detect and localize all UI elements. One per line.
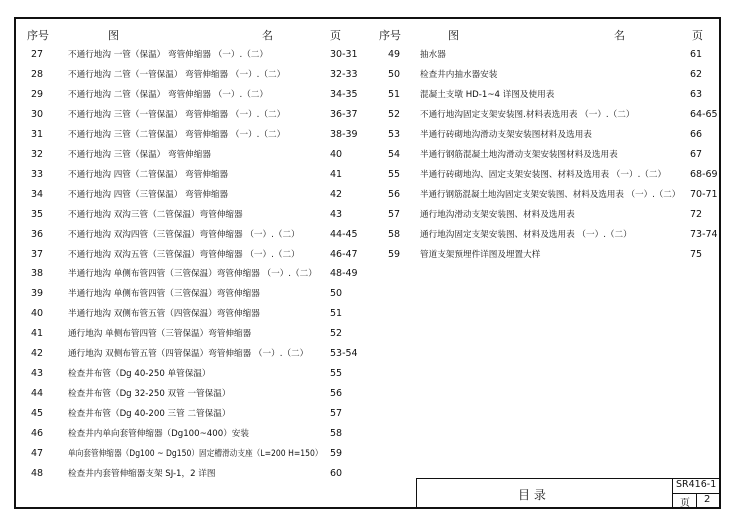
- row-title: 半通行砖砌地沟滑动支架安装图材料及选用表: [420, 129, 592, 140]
- row-title: 不通行地沟 二管（一管保温） 弯管伸缩器 （一）.（二）: [68, 69, 286, 80]
- row-number: 47: [30, 448, 44, 459]
- index-row: [0, 207, 735, 223]
- row-number: 59: [387, 248, 401, 260]
- row-number: 52: [387, 108, 401, 120]
- row-page: 64-65: [690, 108, 718, 120]
- index-row: [0, 366, 735, 382]
- row-title: 半通行地沟 双侧布管五管（四管保温）弯管伸缩器: [68, 309, 260, 320]
- index-row: [0, 326, 735, 342]
- row-number: 58: [387, 228, 401, 240]
- row-title: 抽水器: [420, 50, 446, 60]
- row-title: 半通行地沟 单侧布管四管（三管保温）弯管伸缩器: [68, 289, 260, 300]
- row-number: 32: [30, 148, 44, 160]
- row-number: 31: [30, 128, 44, 140]
- row-number: 46: [30, 428, 44, 440]
- row-number: 50: [387, 68, 401, 80]
- row-page: 48-49: [330, 268, 358, 280]
- row-page: 59: [330, 448, 343, 459]
- row-title: 检查井内抽水器安装: [420, 69, 498, 80]
- row-page: 41: [330, 168, 343, 180]
- row-title: 不通行地沟 双沟四管（三管保温）弯管伸缩器 （一）.（二）: [68, 229, 300, 240]
- header-right-name: 名: [614, 29, 625, 42]
- row-title: 不通行地沟 四管（三管保温） 弯管伸缩器: [68, 189, 229, 200]
- index-row: [0, 107, 735, 123]
- row-page: 75: [690, 248, 703, 260]
- row-title: 通行地沟 双侧布管五管（四管保温）弯管伸缩器 （一）.（二）: [68, 349, 309, 360]
- row-title: 检查井内套管伸缩器支架 SJ-1，2 详图: [68, 468, 216, 479]
- index-row: [0, 147, 735, 163]
- row-number: 28: [30, 68, 44, 80]
- row-title: 不通行地沟 三管（二管保温） 弯管伸缩器 （一）.（二）: [68, 129, 286, 140]
- row-page: 53-54: [330, 348, 358, 360]
- row-title: 不通行地沟 二管（保温） 弯管伸缩器 （一）.（二）: [68, 89, 268, 100]
- row-title: 管道支架预埋件详图及埋置大样: [420, 249, 541, 260]
- row-title: 通行地沟 单侧布管四管（三管保温）弯管伸缩器: [68, 329, 252, 340]
- row-number: 40: [30, 308, 44, 320]
- row-title: 检查井布管（Dg 40-250 单管保温）: [68, 369, 211, 380]
- index-row: [0, 227, 735, 243]
- row-number: 33: [30, 168, 44, 180]
- row-title: 单向套管伸缩器（Dg100 ~ Dg150）固定槽滑动支座（L=200 H=150）: [68, 449, 323, 459]
- index-row: [0, 47, 735, 63]
- row-page: 73-74: [690, 228, 718, 240]
- row-page: 38-39: [330, 128, 358, 140]
- row-number: 27: [30, 49, 44, 60]
- index-row: [0, 266, 735, 282]
- row-page: 55: [330, 368, 343, 380]
- row-number: 35: [30, 208, 44, 220]
- row-title: 半通行砖砌地沟、固定支架安装图、材料及选用表 （一）.（二）: [420, 169, 667, 180]
- row-title: 不通行地沟 四管（二管保温） 弯管伸缩器: [68, 169, 229, 180]
- row-number: 29: [30, 88, 44, 100]
- row-page: 61: [690, 49, 703, 60]
- row-number: 41: [30, 328, 44, 340]
- row-number: 42: [30, 348, 44, 360]
- row-page: 44-45: [330, 228, 358, 240]
- row-number: 36: [30, 228, 44, 240]
- row-number: 48: [30, 467, 44, 479]
- row-number: 37: [30, 248, 44, 260]
- row-page: 51: [330, 308, 343, 320]
- row-number: 49: [387, 49, 401, 60]
- row-title: 检查井内单向套管伸缩器（Dg100~400）安装: [68, 429, 249, 440]
- header-left-page: 页: [330, 29, 341, 42]
- row-number: 44: [30, 388, 44, 400]
- row-number: 34: [30, 188, 44, 200]
- index-row: [0, 406, 735, 422]
- row-page: 30-31: [330, 49, 358, 60]
- index-row: [0, 306, 735, 322]
- row-number: 56: [387, 188, 401, 200]
- row-page: 58: [330, 428, 343, 440]
- index-row: [0, 187, 735, 203]
- title-block-page-no: 2: [704, 494, 711, 505]
- row-page: 56: [330, 388, 343, 400]
- row-title: 半通行地沟 单侧布管四管（三管保温）弯管伸缩器 （一）.（二）: [68, 269, 317, 280]
- row-number: 43: [30, 368, 44, 380]
- header-right-title: 图: [448, 29, 459, 42]
- index-row: [0, 386, 735, 402]
- index-row: [0, 87, 735, 103]
- row-title: 半通行钢筋混凝土地沟固定支架安装图、材料及选用表 （一）.（二）: [420, 189, 681, 200]
- title-block-page-label: 页: [680, 498, 690, 509]
- header-left-title: 图: [108, 29, 119, 42]
- row-page: 68-69: [690, 168, 718, 180]
- row-number: 39: [30, 288, 44, 300]
- index-row: [0, 67, 735, 83]
- index-row: [0, 346, 735, 362]
- row-number: 45: [30, 408, 44, 420]
- index-row: [0, 247, 735, 263]
- row-number: 54: [387, 148, 401, 160]
- row-number: 53: [387, 128, 401, 140]
- header-left-no: 序号: [27, 29, 49, 42]
- header-right-page: 页: [692, 29, 703, 42]
- row-number: 51: [387, 88, 401, 100]
- row-page: 50: [330, 288, 343, 300]
- row-page: 63: [690, 88, 703, 100]
- row-title: 不通行地沟 双沟五管（三管保温）弯管伸缩器 （一）.（二）: [68, 249, 300, 260]
- row-page: 60: [330, 467, 343, 479]
- row-title: 检查井布管（Dg 32-250 双管 一管保温）: [68, 389, 231, 400]
- row-title: 不通行地沟 三管（一管保温） 弯管伸缩器 （一）.（二）: [68, 109, 286, 120]
- index-row: [0, 426, 735, 442]
- index-row: [0, 286, 735, 302]
- row-page: 70-71: [690, 188, 718, 200]
- row-page: 36-37: [330, 108, 358, 120]
- row-title: 检查井布管（Dg 40-200 三管 二管保温）: [68, 409, 231, 420]
- row-page: 32-33: [330, 68, 358, 80]
- row-title: 不通行地沟 一管（保温） 弯管伸缩器 （一）.（二）: [68, 50, 268, 60]
- row-number: 55: [387, 168, 401, 180]
- row-page: 34-35: [330, 88, 358, 100]
- row-title: 通行地沟滑动支架安装图、材料及选用表: [420, 209, 575, 220]
- row-page: 46-47: [330, 248, 358, 260]
- row-page: 66: [690, 128, 703, 140]
- row-page: 62: [690, 68, 703, 80]
- row-title: 通行地沟固定支架安装图、材料及选用表 （一）.（二）: [420, 229, 632, 240]
- row-title: 不通行地沟 三管（保温） 弯管伸缩器: [68, 149, 211, 160]
- title-block-label: 目 录: [518, 488, 546, 502]
- row-title: 不通行地沟 双沟三管（二管保温）弯管伸缩器: [68, 209, 243, 220]
- row-page: 67: [690, 148, 703, 160]
- row-page: 42: [330, 188, 343, 200]
- row-number: 38: [30, 268, 44, 280]
- header-left-name: 名: [262, 29, 273, 42]
- row-page: 52: [330, 328, 343, 340]
- title-block-code: SR416-1: [676, 479, 717, 490]
- row-title: 混凝土支墩 HD-1~4 详图及使用表: [420, 89, 555, 100]
- row-page: 57: [330, 408, 343, 420]
- row-number: 30: [30, 108, 44, 120]
- row-page: 72: [690, 208, 703, 220]
- row-title: 不通行地沟固定支架安装图.材料表选用表 （一）.（二）: [420, 109, 635, 120]
- row-page: 40: [330, 148, 343, 160]
- row-page: 43: [330, 208, 343, 220]
- index-row: [0, 446, 735, 462]
- index-row: [0, 127, 735, 143]
- row-number: 57: [387, 208, 401, 220]
- header-right-no: 序号: [379, 29, 401, 42]
- index-row: [0, 167, 735, 183]
- row-title: 半通行钢筋混凝土地沟滑动支架安装图材料及选用表: [420, 149, 618, 160]
